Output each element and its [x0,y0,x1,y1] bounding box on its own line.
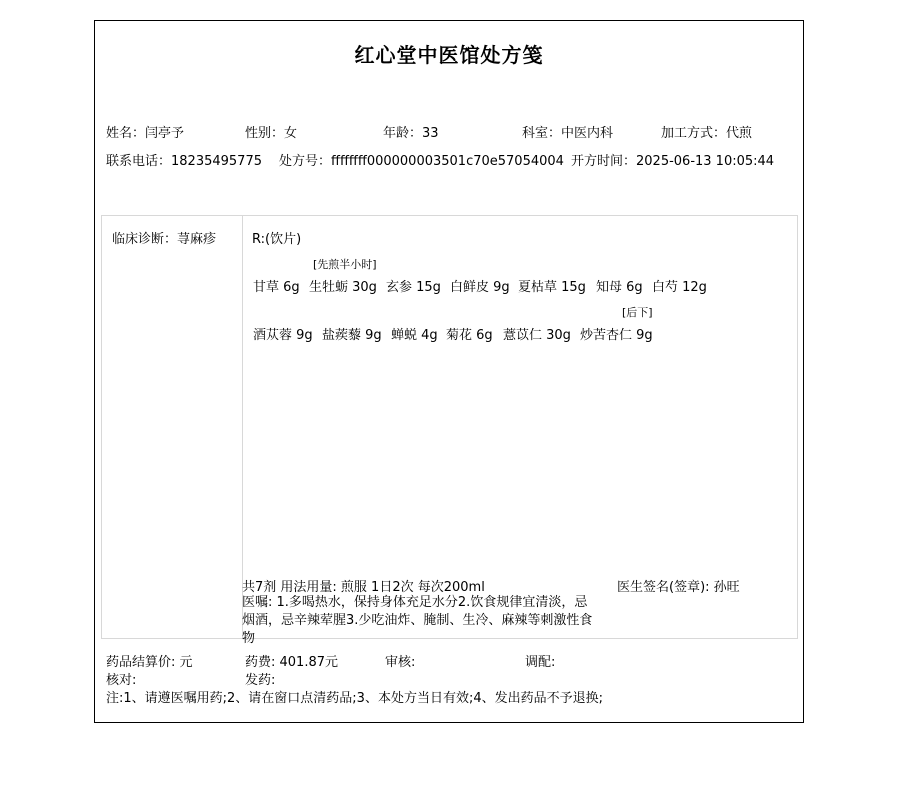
prescription-time: 开方时间：2025-06-13 10:05:44 [571,154,775,169]
herb-item: 夏枯草 15g [518,280,586,295]
patient-phone: 联系电话：18235495775 [106,154,262,169]
herb-item: 知母 6g [596,280,643,295]
dispense-label: 调配: [525,655,556,670]
patient-name: 姓名：闫亭予 [106,126,185,141]
herb-item: 玄参 15g [386,280,441,295]
medical-advice: 医嘱: 1.多喝热水，保持身体充足水分2.饮食规律宜清淡，忌烟酒，忌辛辣荤腥3.少吃油炸、腌制、生冷、麻辣等刺激性食物 [242,595,593,646]
issue-label: 发药: [245,673,276,688]
herb-item: 薏苡仁 30g [503,328,571,343]
page-title: 红心堂中医馆处方笺 [354,43,544,67]
herb-item: 白鲜皮 9g [450,280,510,295]
prescription-number: 处方号：ffffffff000000003501c70e57054004 [279,154,564,169]
rx-label: R:(饮片) [252,232,302,247]
herb-item: 盐蒺藜 9g [322,328,382,343]
column-divider [242,216,243,638]
medicine-fee: 药费: 401.87元 [245,655,338,670]
usage-dosage: 共7剂 用法用量: 煎服 1日2次 每次200ml [242,580,485,595]
herb-item: 生牡蛎 30g [309,280,377,295]
patient-gender: 性别：女 [245,126,298,141]
herb-item: 甘草 6g [253,280,300,295]
settlement-price: 药品结算价: 元 [106,655,193,670]
herb-item: 酒苁蓉 9g [253,328,313,343]
herb-note: [后下] [622,306,653,319]
herb-item: 菊花 6g [446,328,493,343]
herb-item: 蝉蜕 4g [391,328,438,343]
check-label: 核对: [106,673,137,688]
department: 科室：中医内科 [522,126,614,141]
patient-age: 年龄：33 [383,126,439,141]
herb-item: 白芍 12g [652,280,707,295]
footer-notice: 注:1、请遵医嘱用药;2、请在窗口点清药品;3、本处方当日有效;4、发出药品不予退换; [106,691,603,706]
clinical-diagnosis: 临床诊断：荨麻疹 [112,232,217,247]
review-label: 审核: [385,655,416,670]
prescription-body [101,215,798,646]
processing-method: 加工方式：代煎 [661,126,753,141]
prescription-sheet [94,20,804,723]
herb-item: 炒苦杏仁 9g [580,328,653,343]
herb-note: [先煎半小时] [313,258,377,271]
doctor-signature: 医生签名(签章): 孙旺 [617,580,740,595]
